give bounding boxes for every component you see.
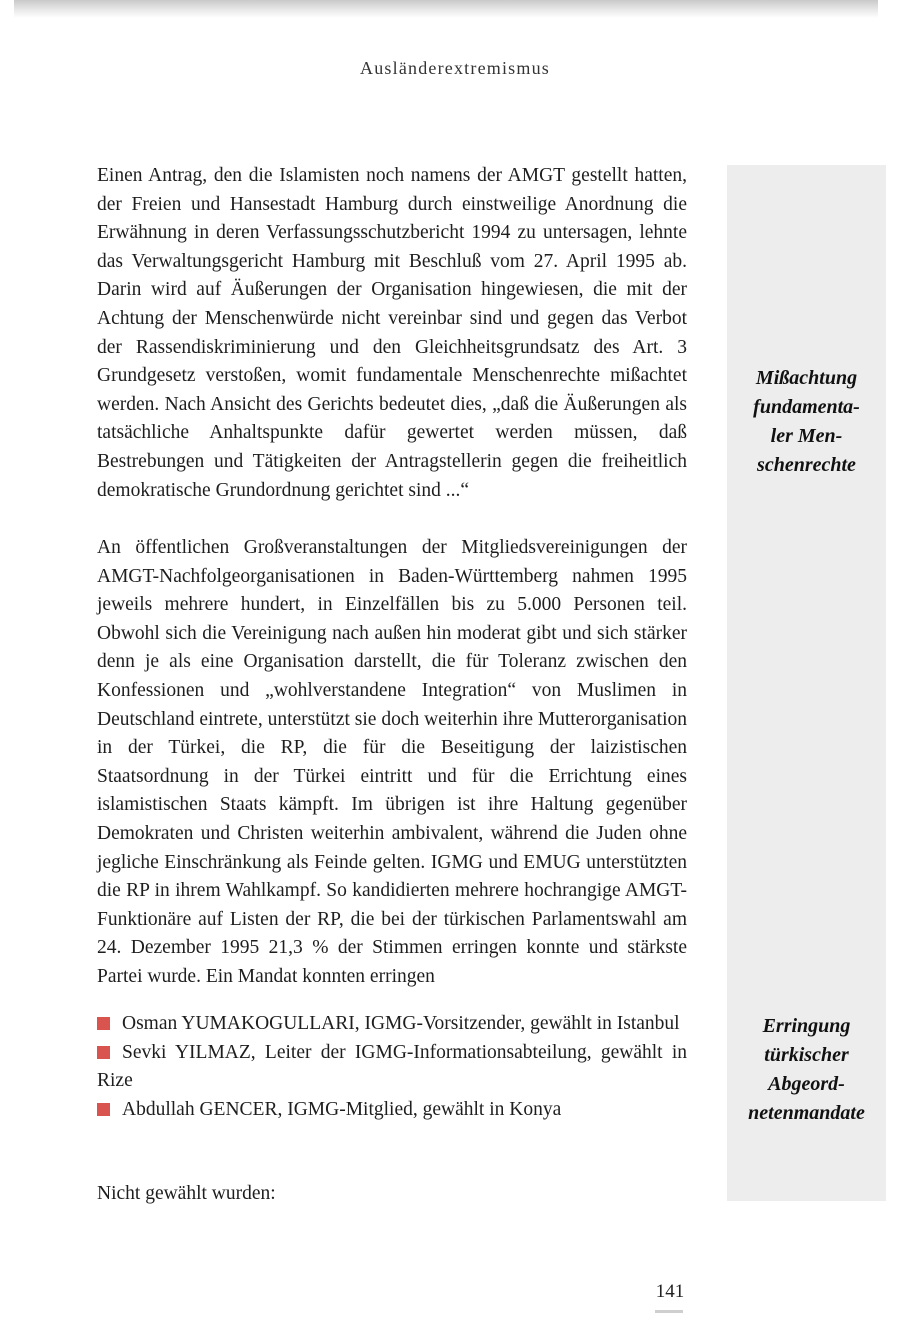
scan-top-shadow: [14, 0, 878, 18]
page-number: 141: [655, 1281, 685, 1302]
marginal-note-1-line-1: Mißachtung: [755, 367, 858, 389]
marginal-note-1: [727, 364, 886, 480]
running-head: Ausländerextremismus: [360, 58, 550, 78]
marginal-note-2-line-2: türkischer: [764, 1044, 849, 1066]
list-item-text: Sevki YILMAZ, Leiter der IGMG-Informationsabteilung, gewählt in Rize: [97, 1041, 687, 1092]
page-number-underline: [655, 1310, 683, 1313]
bullet-list: [97, 1010, 687, 1124]
bullet-square-icon: [97, 1017, 110, 1030]
marginal-note-2-line-3: Abgeord-: [768, 1073, 845, 1095]
bullet-square-icon: [97, 1046, 110, 1059]
marginal-note-2-line-1: Erringung: [762, 1015, 851, 1037]
list-item: [97, 1010, 687, 1039]
paragraph-2: An öffentlichen Großveranstaltungen der Mitgliedsvereinigungen der AMGT-Nachfolgeorganisationen in Baden-Württemberg nahmen 1995 jeweils mehrere hundert, in Einzelfällen bis zu 5.000 Personen teil. Obwohl sich die Vereinigung nach außen hin moderat gibt und sich stärker denn je als eine Organisation darstellt, die für Toleranz zwischen den Konfessionen und „wohlverstandene Integration“ von Muslimen in Deutschland eintrete, unterstützt sie doch weiterhin ihre Mutterorganisation in der Türkei, die RP, die für die Beseitigung der laizistischen Staatsordnung in der Türkei eintritt und für die Errichtung eines islamistischen Staats kämpft. Im übrigen ist ihre Haltung gegenüber Demokraten und Christen weiterhin ambivalent, während die Juden ohne jegliche Einschränkung als Feinde gelten. IGMG und EMUG unterstützten die RP in ihrem Wahlkampf. So kandidierten mehrere hochrangige AMGT-Funktionäre auf Listen der RP, die bei der türkischen Parlamentswahl am 24. Dezember 1995 21,3 % der Stimmen erringen konnte und stärkste Partei wurde. Ein Mandat konnten erringen: [97, 537, 687, 987]
paragraph-1: Einen Antrag, den die Islamisten noch namens der AMGT gestellt hatten, der Freien und Hansestadt Hamburg durch einstweilige Anordnung die Erwähnung in deren Verfassungsschutzbericht 1994 zu untersagen, lehnte das Verwaltungsgericht Hamburg mit Beschluß vom 27. April 1995 ab. Darin wird auf Äußerungen der Organisation hingewiesen, die mit der Achtung der Menschenwürde nicht vereinbar sind und gegen das Verbot der Rassendiskriminierung und den Gleichheitsgrundsatz des Art. 3 Grundgesetz verstoßen, womit fundamentale Menschenrechte mißachtet werden. Nach Ansicht des Gerichts bedeutet dies, „daß die Äußerungen als tatsächliche Anhaltspunkte dafür gewertet werden müssen, daß Bestrebungen und Tätigkeiten der Antragstellerin gegen die freiheitlich demokratische Grundordnung gerichtet sind ...“: [97, 165, 687, 501]
paragraph-3: Nicht gewählt wurden:: [97, 1183, 276, 1204]
marginal-note-2: [727, 1012, 886, 1128]
marginal-note-2-line-4: netenmandate: [748, 1102, 865, 1124]
marginal-note-1-line-4: schenrechte: [757, 454, 856, 476]
list-item: [97, 1096, 687, 1125]
bullet-square-icon: [97, 1103, 110, 1116]
list-item: [97, 1039, 687, 1096]
list-item-text: Abdullah GENCER, IGMG-Mitglied, gewählt in Konya: [122, 1098, 562, 1120]
list-item-text: Osman YUMAKOGULLARI, IGMG-Vorsitzender, gewählt in Istanbul: [122, 1013, 680, 1034]
marginal-note-1-line-2: fundamenta-: [753, 396, 860, 418]
marginal-note-1-line-3: ler Men-: [770, 425, 843, 447]
